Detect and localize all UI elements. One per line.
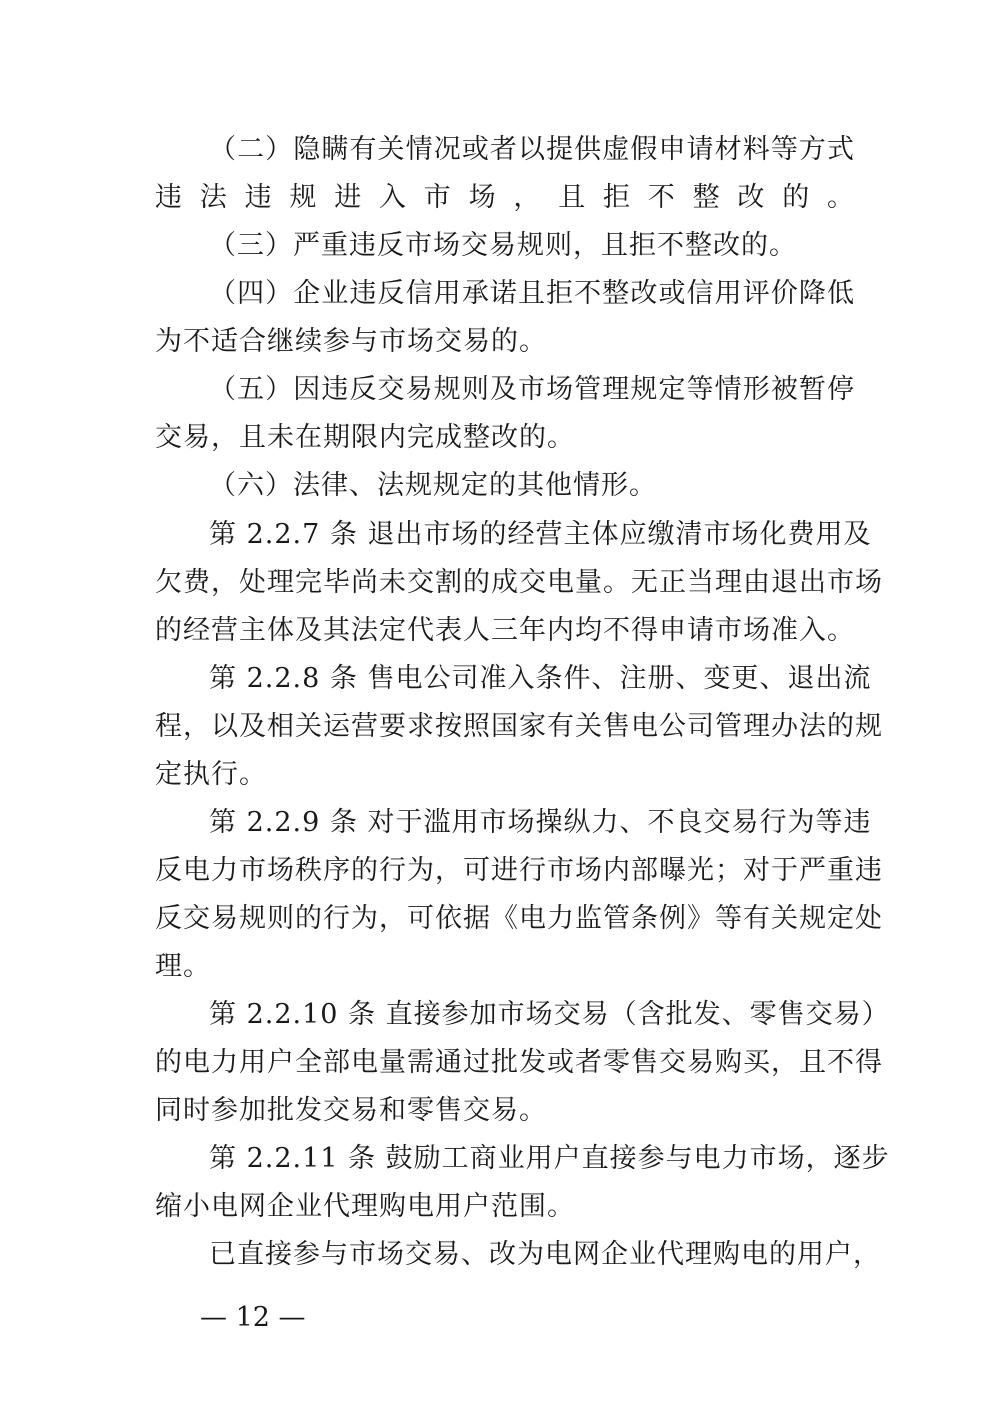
text-line: 第 2.2.11 条 鼓励工商业用户直接参与电力市场，逐步 (209, 1143, 890, 1174)
text-line: （四）企业违反信用承诺且拒不整改或信用评价降低 (209, 278, 855, 309)
text-line: 第 2.2.9 条 对于滥用市场操纵力、不良交易行为等违 (209, 807, 872, 838)
text-line: 第 2.2.7 条 退出市场的经营主体应缴清市场化费用及 (209, 519, 872, 550)
text-line: （二）隐瞒有关情况或者以提供虚假申请材料等方式 (209, 134, 855, 165)
text-line: （三）严重违反市场交易规则，且拒不整改的。 (209, 230, 797, 261)
text-line: 反电力市场秩序的行为，可进行市场内部曝光；对于严重违 (155, 855, 883, 886)
text-line: （五）因违反交易规则及市场管理规定等情形被暂停 (209, 374, 855, 405)
text-line: 反交易规则的行为，可依据《电力监管条例》等有关规定处 (155, 903, 883, 934)
text-line: 第 2.2.10 条 直接参加市场交易（含批发、零售交易） (209, 999, 890, 1030)
page-number: — 12 — (200, 1302, 306, 1333)
text-line: 理。 (155, 951, 211, 982)
text-line: 的电力用户全部电量需通过批发或者零售交易购买，且不得 (155, 1047, 883, 1078)
text-line: 违法违规进入市场，且拒不整改的。 (155, 182, 855, 213)
text-line: （六）法律、法规规定的其他情形。 (209, 470, 657, 501)
text-line: 缩小电网企业代理购电用户范围。 (155, 1191, 575, 1222)
text-line: 第 2.2.8 条 售电公司准入条件、注册、变更、退出流 (209, 663, 872, 694)
text-line: 同时参加批发交易和零售交易。 (155, 1095, 547, 1126)
text-line: 交易，且未在期限内完成整改的。 (155, 422, 575, 453)
text-line: 欠费，处理完毕尚未交割的成交电量。无正当理由退出市场 (155, 567, 883, 598)
text-line: 程，以及相关运营要求按照国家有关售电公司管理办法的规 (155, 711, 883, 742)
text-line: 的经营主体及其法定代表人三年内均不得申请市场准入。 (155, 615, 855, 646)
text-line: 为不适合继续参与市场交易的。 (155, 326, 547, 357)
text-line: 已直接参与市场交易、改为电网企业代理购电的用户， (209, 1239, 881, 1270)
text-line: 定执行。 (155, 759, 267, 790)
